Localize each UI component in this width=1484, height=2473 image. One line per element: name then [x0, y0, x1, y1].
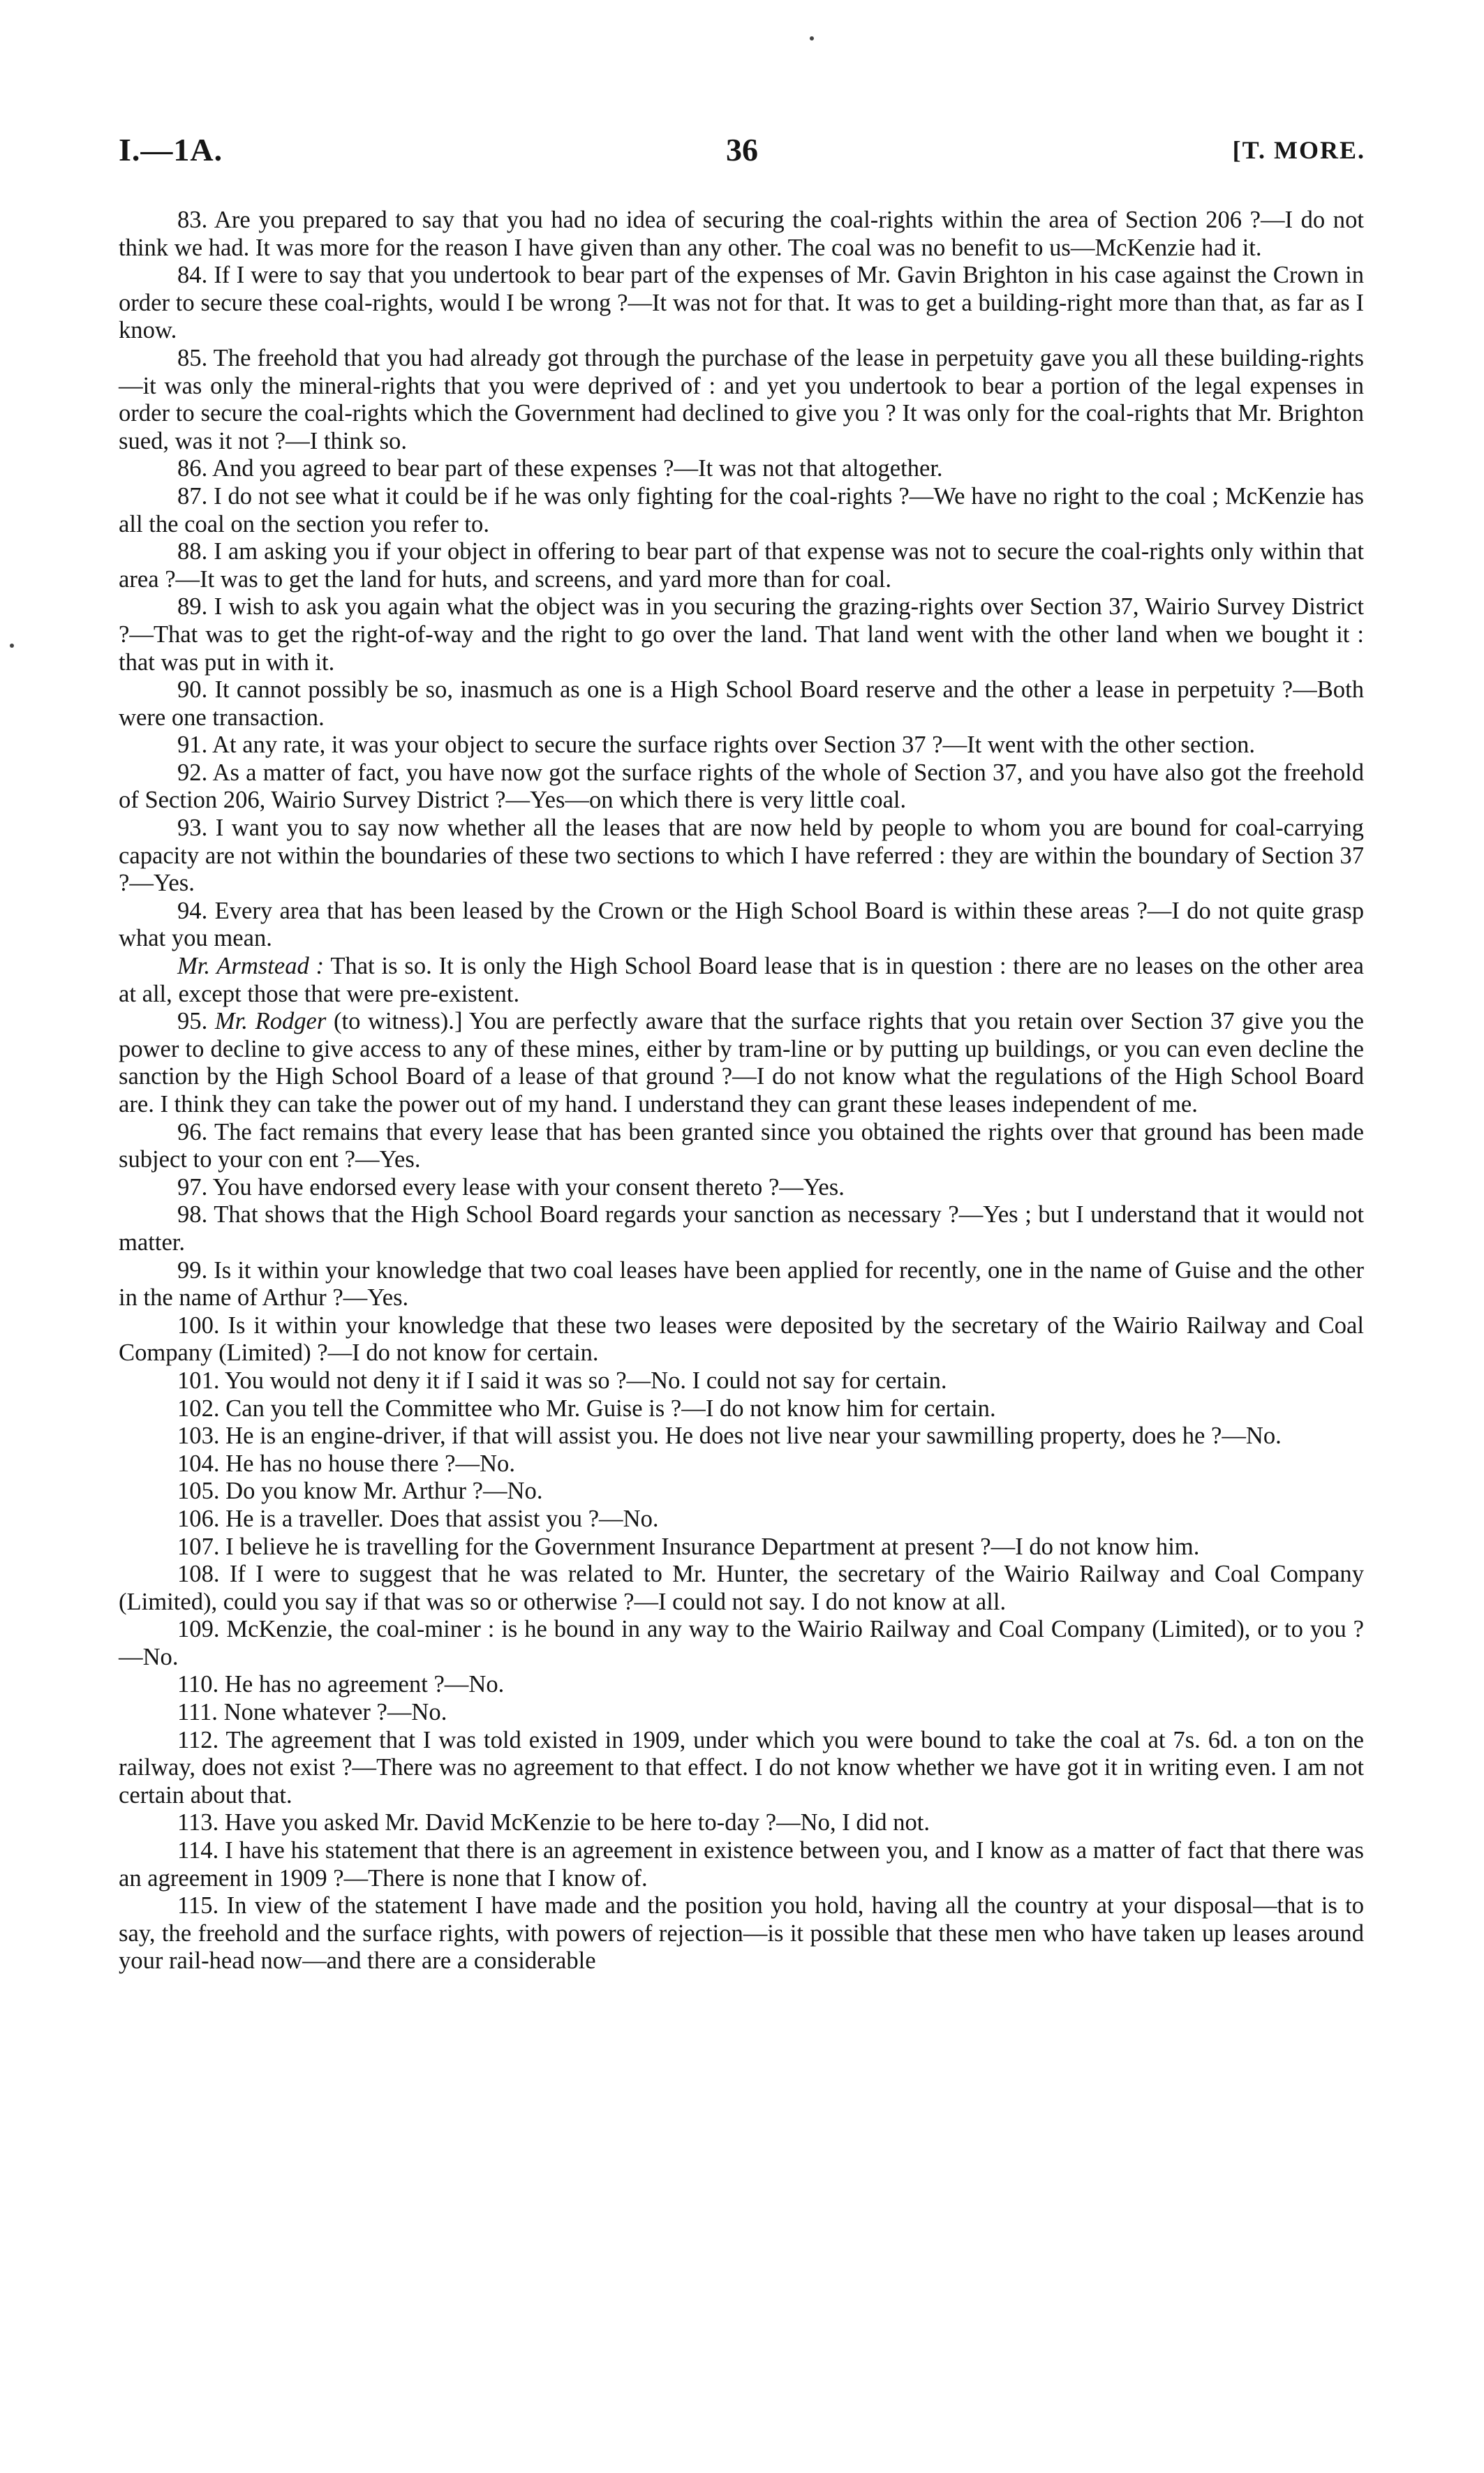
paragraph-text: That shows that the High School Board regards your sanction as necessary ?—Yes ; but I understand that it would not matter. — [119, 1201, 1364, 1256]
question-number: 112. — [177, 1726, 219, 1753]
question-number: 84. — [177, 262, 208, 289]
question-number: 88. — [177, 538, 208, 565]
question-number: 87. — [177, 482, 208, 510]
transcript-paragraph — [119, 1450, 1364, 1478]
paragraph-text: I want you to say now whether all the leases that are now held by people to whom you are bound for coal-carrying capacity are not within the boundaries of these two sections to which I have referred : they are within the boundary of Section 37 ?—Yes. — [119, 815, 1364, 897]
paragraph-text: As a matter of fact, you have now got the surface rights of the whole of Section 37, and you have also got the freehold of Section 206, Wairio Survey District ?—Yes—on which there is very little coal. — [119, 759, 1364, 814]
paragraph-text: The fact remains that every lease that has been granted since you obtained the rights over that ground has been made subject to your con ent ?—Yes. — [119, 1118, 1364, 1173]
transcript-paragraph — [119, 1478, 1364, 1506]
question-number: 114. — [177, 1837, 219, 1864]
question-number: 103. — [177, 1423, 220, 1450]
paragraph-text: You would not deny it if I said it was so ?—No. I could not say for certain. — [224, 1367, 947, 1394]
transcript-paragraph — [119, 1561, 1364, 1616]
question-number: 105. — [177, 1478, 220, 1505]
transcript-paragraph — [119, 1201, 1364, 1256]
paragraph-text: The agreement that I was told existed in 1909, under which you were bound to take the coal at 7s. 6d. a ton on the railway, does not exist ?—There was no agreement to that effect. I do not know whether we have got it in writing even. I am not certain about that. — [119, 1726, 1364, 1809]
question-number: 101. — [177, 1367, 220, 1394]
paragraph-text: It cannot possibly be so, inasmuch as one is a High School Board reserve and the other a lease in perpetuity ?—Both were one transaction. — [119, 676, 1364, 731]
transcript-paragraph — [119, 262, 1364, 345]
paragraph-text: Are you prepared to say that you had no idea of securing the coal-rights within the area of Section 206 ?—I do not think we had. It was more for the reason I have given than any other. The coal was no benefit to us—McKenzie had it. — [119, 207, 1364, 261]
question-number: 83. — [177, 207, 208, 233]
question-number: 106. — [177, 1505, 220, 1532]
paragraph-text: If I were to say that you undertook to bear part of the expenses of Mr. Gavin Brighton in his case against the Crown in order to secure these coal-rights, would I be wrong ?—It was not for that. It was to get a building-right more than that, as far as I know. — [119, 262, 1364, 344]
transcript-paragraph — [119, 1174, 1364, 1202]
transcript-paragraph — [119, 207, 1364, 262]
question-number: 104. — [177, 1450, 220, 1477]
witness-name: [T. MORE. — [1232, 136, 1365, 164]
transcript-paragraph — [119, 1809, 1364, 1837]
transcript-paragraph — [119, 1395, 1364, 1423]
transcript-paragraph — [119, 898, 1364, 953]
paragraph-text: McKenzie, the coal-miner : is he bound in any way to the Wairio Railway and Coal Company (Limited), or to you ?—No. — [119, 1616, 1364, 1670]
paragraph-text: That is so. It is only the High School Board lease that is in question : there are no leases on the other area at all, except those that were pre-existent. — [119, 953, 1364, 1007]
question-number: 99. — [177, 1256, 208, 1284]
transcript-paragraph — [119, 1699, 1364, 1727]
question-number: 108. — [177, 1561, 220, 1588]
question-number: 115. — [177, 1892, 219, 1919]
question-number: 97. — [177, 1173, 208, 1201]
transcript-paragraph — [119, 1119, 1364, 1174]
transcript-paragraph — [119, 676, 1364, 731]
transcript-paragraph — [119, 345, 1364, 455]
question-number: 92. — [177, 759, 208, 786]
question-number: 90. — [177, 676, 208, 704]
paragraph-text: Do you know Mr. Arthur ?—No. — [225, 1478, 543, 1505]
transcript-body — [119, 207, 1364, 1975]
transcript-paragraph — [119, 731, 1364, 759]
transcript-paragraph — [119, 1671, 1364, 1699]
transcript-paragraph — [119, 1312, 1364, 1367]
paragraph-text: I do not see what it could be if he was only fighting for the coal-rights ?—We have no right to the coal ; McKenzie has all the coal on the section you refer to. — [119, 482, 1364, 537]
transcript-paragraph — [119, 455, 1364, 483]
paragraph-text: Is it within your knowledge that two coal leases have been applied for recently, one in the name of Guise and the other in the name of Arthur ?—Yes. — [119, 1256, 1364, 1312]
paragraph-text: I have his statement that there is an agreement in existence between you, and I know as a matter of fact that there was an agreement in 1909 ?—There is none that I know of. — [119, 1837, 1364, 1892]
question-number: 109. — [177, 1616, 220, 1643]
paragraph-text: The freehold that you had already got through the purchase of the lease in perpetuity gave you all these building-rights—it was only the mineral-rights that you were deprived of : and yet you undertook to bear a portion of the legal expenses in order to secure the coal-rights which the Government had declined to give you ? It was only for the coal-rights that Mr. Brighton sued, was it not ?—I think so. — [119, 344, 1364, 454]
paragraph-text: In view of the statement I have made and the position you hold, having all the country at your disposal—that is to say, the freehold and the surface rights, with powers of rejection—is it possible that these men who have taken up leases around your rail-head now—and there are a considerable — [119, 1892, 1364, 1975]
paragraph-text: He has no agreement ?—No. — [224, 1671, 505, 1698]
paragraph-text: At any rate, it was your object to secure the surface rights over Section 37 ?—It went with the other section. — [212, 731, 1256, 759]
transcript-paragraph — [119, 538, 1364, 593]
paragraph-text: He is an engine-driver, if that will assist you. He does not live near your sawmilling property, does he ?—No. — [225, 1423, 1282, 1450]
paragraph-text: And you agreed to bear part of these expenses ?—It was not that altogether. — [212, 455, 943, 482]
speaker-name: Mr. Rodger — [214, 1008, 327, 1035]
paragraph-text: You have endorsed every lease with your consent thereto ?—Yes. — [212, 1173, 845, 1201]
paragraph-text: I believe he is travelling for the Government Insurance Department at present ?—I do not know him. — [225, 1533, 1200, 1560]
paragraph-text: None whatever ?—No. — [223, 1699, 447, 1726]
paragraph-text: Can you tell the Committee who Mr. Guise is ?—I do not know him for certain. — [225, 1395, 996, 1422]
paragraph-text: I am asking you if your object in offering to bear part of that expense was not to secure the coal-rights only within that area ?—It was to get the land for huts, and screens, and yard more than for coal. — [119, 538, 1364, 593]
paragraph-text: Is it within your knowledge that these two leases were deposited by the secretary of the Wairio Railway and Coal Company (Limited) ?—I do not know for certain. — [119, 1312, 1364, 1367]
transcript-paragraph — [119, 1367, 1364, 1395]
speaker-name: Mr. Armstead : — [177, 953, 325, 980]
question-number: 93. — [177, 815, 208, 842]
transcript-paragraph — [119, 759, 1364, 815]
transcript-paragraph — [119, 1892, 1364, 1975]
paragraph-text: (to witness).] You are perfectly aware that the surface rights that you retain over Section 37 give you the power to decline to give access to any of these mines, either by tram-line or by putting up buildings, or you can even decline the sanction by the High School Board of a lease of that ground ?—I do not know what the regulations of the High School Board are. I think they can take the power out of my hand. I understand they can grant these leases independent of me. — [119, 1008, 1365, 1117]
page-number: 36 — [726, 132, 758, 168]
question-number: 91. — [177, 731, 208, 759]
paper-reference: I.—1A. — [119, 132, 223, 168]
transcript-paragraph — [119, 1423, 1364, 1450]
question-number: 98. — [177, 1201, 208, 1228]
transcript-paragraph — [119, 483, 1364, 538]
transcript-paragraph — [119, 1727, 1364, 1810]
page-header — [119, 131, 1365, 180]
question-number: 86. — [177, 455, 208, 482]
question-number: 113. — [177, 1809, 219, 1836]
question-number: 102. — [177, 1395, 220, 1422]
transcript-paragraph — [119, 1616, 1364, 1671]
paragraph-text: He has no house there ?—No. — [225, 1450, 515, 1477]
question-number: 107. — [177, 1533, 220, 1560]
paragraph-text: He is a traveller. Does that assist you ?—No. — [225, 1505, 659, 1532]
transcript-paragraph — [119, 593, 1364, 676]
transcript-paragraph — [119, 1837, 1364, 1892]
transcript-paragraph — [119, 1533, 1364, 1561]
scan-speck — [10, 644, 14, 648]
question-number: 100. — [177, 1312, 220, 1339]
question-number: 85. — [177, 344, 208, 371]
paragraph-text: Have you asked Mr. David McKenzie to be here to-day ?—No, I did not. — [224, 1809, 930, 1836]
question-number: 111. — [177, 1699, 218, 1726]
question-number: 95. — [177, 1008, 208, 1035]
question-number: 110. — [177, 1671, 219, 1698]
paragraph-text: Every area that has been leased by the Crown or the High School Board is within these areas ?—I do not quite grasp what you mean. — [119, 897, 1364, 952]
paragraph-text: If I were to suggest that he was related to Mr. Hunter, the secretary of the Wairio Railway and Coal Company (Limited), could you say if that was so or otherwise ?—I could not say. I do not know at all. — [119, 1561, 1364, 1615]
question-number: 96. — [177, 1118, 208, 1145]
scan-speck — [810, 36, 814, 40]
transcript-paragraph — [119, 1257, 1364, 1312]
transcript-paragraph — [119, 815, 1364, 898]
question-number: 94. — [177, 897, 208, 924]
transcript-paragraph — [119, 1506, 1364, 1533]
transcript-paragraph — [119, 953, 1364, 1008]
paragraph-text: I wish to ask you again what the object was in you securing the grazing-rights over Section 37, Wairio Survey District ?—That was to get the right-of-way and the right to go over the land. That land went with the other land when we bought it : that was put in with it. — [119, 593, 1364, 676]
question-number: 89. — [177, 593, 208, 621]
transcript-paragraph — [119, 1008, 1364, 1118]
